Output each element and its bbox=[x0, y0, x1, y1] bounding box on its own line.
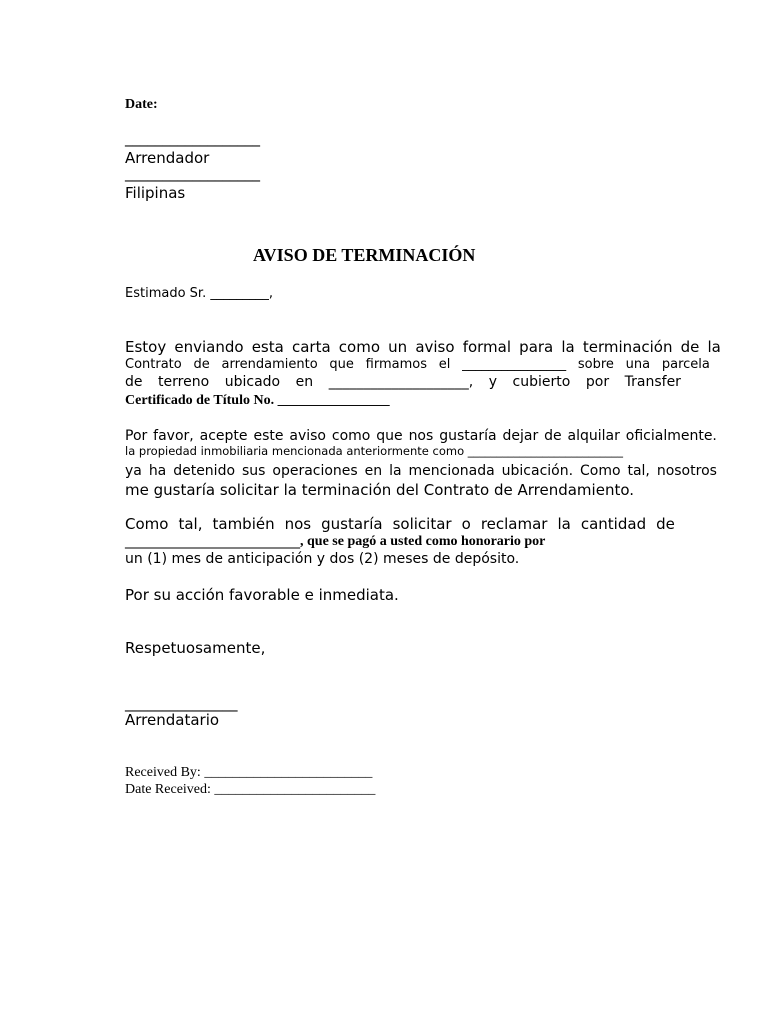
fee-text: , que se pagó a usted como honorario por bbox=[300, 534, 546, 549]
paragraph-2-line-1 bbox=[125, 429, 717, 443]
word: en bbox=[364, 463, 383, 479]
received-by-blank: ________________________ bbox=[204, 765, 373, 780]
word: tal, bbox=[178, 515, 203, 533]
word: carta bbox=[291, 338, 331, 356]
word: de bbox=[680, 338, 700, 356]
word: detenido bbox=[173, 463, 236, 479]
word: ubicado bbox=[224, 374, 281, 390]
word: sus bbox=[241, 463, 266, 479]
word: Como bbox=[579, 463, 621, 479]
word: este bbox=[253, 428, 284, 444]
closing-line: Por su acción favorable e inmediata. bbox=[125, 586, 399, 604]
word: nosotros bbox=[656, 463, 717, 479]
document-title: AVISO DE TERMINACIÓN bbox=[253, 245, 476, 265]
word: favor, bbox=[153, 428, 194, 444]
word: ya bbox=[125, 463, 142, 479]
paragraph-3-line-2 bbox=[125, 534, 545, 549]
word: oficialmente. bbox=[625, 428, 717, 444]
word: para bbox=[519, 338, 554, 356]
word: también bbox=[212, 515, 275, 533]
tenant-label: Arrendatario bbox=[125, 711, 220, 729]
word: alquilar bbox=[567, 428, 620, 444]
word: esta bbox=[251, 338, 284, 356]
word: tal, bbox=[627, 463, 650, 479]
paragraph-2-line-4: me gustaría solicitar la terminación del Contrato de Arrendamiento. bbox=[125, 481, 635, 499]
landlord-label: Arrendador bbox=[125, 149, 210, 167]
word: de bbox=[544, 428, 562, 444]
paragraph-1-line-4: Certificado de Título No. ________________ bbox=[125, 393, 390, 408]
word: Estoy bbox=[125, 338, 167, 356]
word: formal bbox=[462, 338, 512, 356]
word: la bbox=[389, 463, 402, 479]
word: nos bbox=[284, 515, 312, 533]
date-received-label: Date Received: bbox=[125, 782, 215, 797]
word: la bbox=[561, 338, 575, 356]
word: dejar bbox=[502, 428, 539, 444]
signature-blank: _______________ bbox=[125, 694, 238, 712]
paragraph-1-line-1 bbox=[125, 340, 721, 355]
paragraph-3-line-1 bbox=[125, 517, 675, 532]
paragraph-3-line-3: un (1) mes de anticipación y dos (2) meses de depósito. bbox=[125, 551, 520, 567]
word: solicitar bbox=[392, 515, 452, 533]
word: ________________ bbox=[462, 357, 567, 372]
word: que bbox=[329, 357, 354, 372]
word: reclamar bbox=[480, 515, 548, 533]
word: arrendamiento bbox=[221, 357, 318, 372]
word: parcela bbox=[661, 357, 710, 372]
word: cubierto bbox=[512, 374, 571, 390]
word: terminación bbox=[582, 338, 673, 356]
word: gustaría bbox=[321, 515, 383, 533]
word: terreno bbox=[158, 374, 210, 390]
word: sobre bbox=[577, 357, 614, 372]
date-label: Date: bbox=[125, 97, 158, 112]
word: como bbox=[331, 428, 371, 444]
word: ha bbox=[148, 463, 167, 479]
word: o bbox=[461, 515, 471, 533]
word: gustaría bbox=[439, 428, 497, 444]
word: mencionada bbox=[408, 463, 495, 479]
word: en bbox=[295, 374, 314, 390]
word: de bbox=[656, 515, 675, 533]
word: de bbox=[125, 374, 143, 390]
word: nos bbox=[408, 428, 434, 444]
word: Como bbox=[125, 515, 169, 533]
word: un bbox=[388, 338, 408, 356]
salutation: Estimado Sr. _________, bbox=[125, 286, 273, 301]
word: una bbox=[625, 357, 651, 372]
date-received-row bbox=[125, 783, 375, 797]
address-blank: __________________ bbox=[125, 164, 260, 182]
word: aviso bbox=[289, 428, 326, 444]
word: ubicación. bbox=[501, 463, 574, 479]
paragraph-2-line-3 bbox=[125, 464, 717, 478]
word: Contrato bbox=[125, 357, 182, 372]
word: el bbox=[438, 357, 451, 372]
word: y bbox=[488, 374, 497, 390]
country-label: Filipinas bbox=[125, 184, 186, 202]
word: por bbox=[585, 374, 610, 390]
date-received-blank: _______________________ bbox=[214, 782, 376, 797]
word: Por bbox=[125, 428, 148, 444]
landlord-name-blank: __________________ bbox=[125, 129, 260, 147]
word: que bbox=[376, 428, 403, 444]
word: ____________________, bbox=[328, 374, 474, 390]
word: Transfer bbox=[624, 374, 681, 390]
word: operaciones bbox=[272, 463, 358, 479]
received-by-row bbox=[125, 766, 372, 780]
word: la bbox=[707, 338, 721, 356]
word: enviando bbox=[174, 338, 244, 356]
paragraph-1-line-2 bbox=[125, 358, 710, 371]
sign-off: Respetuosamente, bbox=[125, 639, 266, 657]
received-by-label: Received By: bbox=[125, 765, 205, 780]
amount-blank: _________________________ bbox=[125, 533, 300, 549]
word: como bbox=[338, 338, 381, 356]
word: cantidad bbox=[580, 515, 647, 533]
paragraph-1-line-3 bbox=[125, 375, 681, 389]
word: acepte bbox=[199, 428, 248, 444]
word: aviso bbox=[415, 338, 455, 356]
paragraph-2-line-2: la propiedad inmobiliaria mencionada anteriormente como ___________________________ bbox=[125, 444, 624, 458]
word: de bbox=[193, 357, 210, 372]
word: firmamos bbox=[365, 357, 427, 372]
word: la bbox=[557, 515, 571, 533]
